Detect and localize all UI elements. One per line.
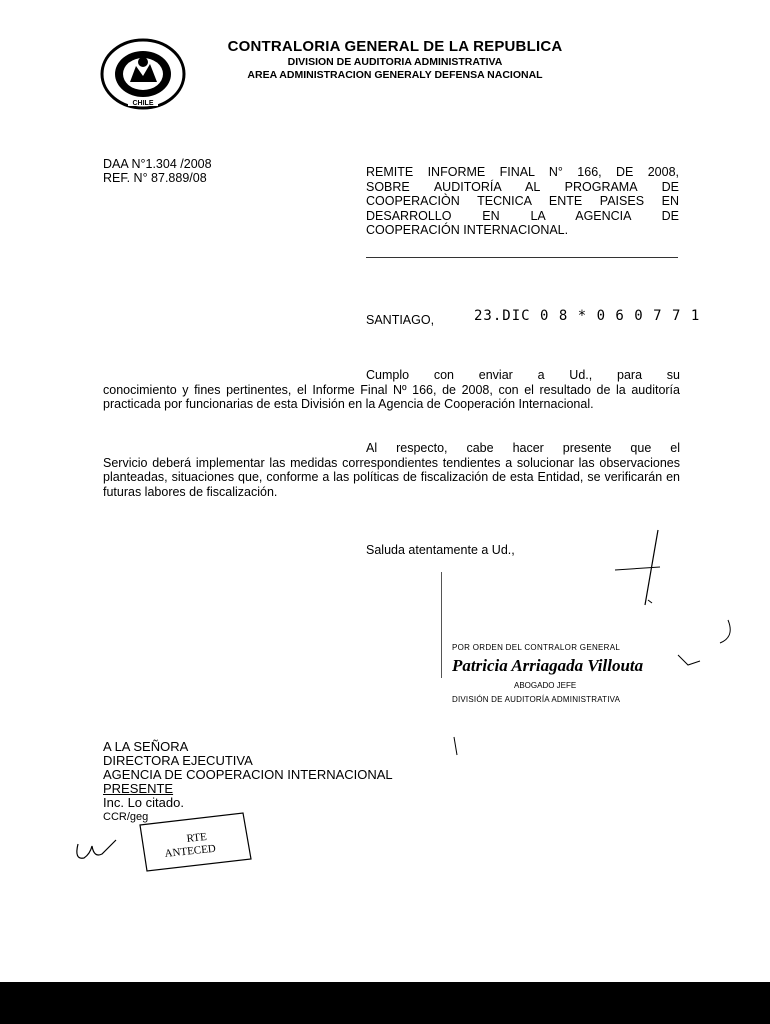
subject-line: COOPERACIÓN INTERNACIONAL. xyxy=(366,223,569,237)
daa-number: DAA N°1.304 /2008 xyxy=(103,157,212,171)
institution-title: CONTRALORIA GENERAL DE LA REPUBLICA xyxy=(227,38,563,55)
subject-block xyxy=(366,165,679,238)
signer-name: Patricia Arriagada Villouta xyxy=(452,656,644,675)
subject-line: REMITE INFORME FINAL N° 166, DE 2008, xyxy=(366,165,679,179)
handwritten-signature-icon xyxy=(600,525,740,675)
recipient-line: DIRECTORA EJECUTIVA xyxy=(103,753,253,768)
signature-stroke xyxy=(441,572,442,678)
ref-number: REF. N° 87.889/08 xyxy=(103,171,207,185)
paragraph-first-line: Al respecto, cabe hacer presente que el xyxy=(366,441,680,455)
place: SANTIAGO, xyxy=(366,313,435,327)
signature-order: POR ORDEN DEL CONTRALOR GENERAL xyxy=(452,643,621,652)
initials: CCR/geg xyxy=(103,811,149,823)
signer-title: ABOGADO JEFE xyxy=(514,681,577,690)
stamp-line-1: RTE xyxy=(186,830,208,845)
area-title: AREA ADMINISTRACION GENERALY DEFENSA NACIONAL xyxy=(247,69,543,81)
seal-bottom-text: CHILE xyxy=(132,100,154,107)
body-paragraph-2 xyxy=(103,441,680,499)
paragraph-first-line: Cumplo con enviar a Ud., para su xyxy=(366,368,680,382)
pen-mark-icon xyxy=(452,735,462,760)
subject-line: SOBRE AUDITORÍA AL PROGRAMA DE xyxy=(366,179,679,194)
recipient-line: PRESENTE xyxy=(103,781,174,796)
date-stamp: 23.DIC 0 8 * 0 6 0 7 7 1 xyxy=(474,308,701,324)
division-title: DIVISION DE AUDITORIA ADMINISTRATIVA xyxy=(287,56,503,68)
signer-division: DIVISIÓN DE AUDITORÍA ADMINISTRATIVA xyxy=(452,695,621,704)
recipient-line: AGENCIA DE COOPERACION INTERNACIONAL xyxy=(103,767,393,782)
scan-border xyxy=(0,982,770,1024)
body-paragraph-1 xyxy=(103,368,680,412)
institution-seal xyxy=(100,38,186,110)
paragraph-text: Servicio deberá implementar las medidas correspondientes tendientes a solucionar las observaciones planteadas, situaciones que, conforme a las políticas de fiscalización de esta Entidad, se verificarán en futuras labores de fiscalización. xyxy=(103,455,680,499)
subject-line: COOPERACIÒN TECNICA ENTE PAISES EN xyxy=(366,194,679,208)
subject-divider xyxy=(366,257,678,258)
recipient-line: A LA SEÑORA xyxy=(103,739,189,754)
closing-greeting: Saluda atentamente a Ud., xyxy=(366,543,515,557)
paragraph-text: conocimiento y fines pertinentes, el Informe Final Nº 166, de 2008, con el resultado de la auditoría practicada por funcionarias de esta División en la Agencia de Cooperación Internacional. xyxy=(103,382,680,411)
rte-anteced-stamp xyxy=(135,811,255,875)
handwritten-initials-icon xyxy=(72,836,122,866)
subject-line: DESARROLLO EN LA AGENCIA DE xyxy=(366,208,679,223)
stamp-line-2: ANTECED xyxy=(164,842,217,860)
enclosure-note: Inc. Lo citado. xyxy=(103,795,184,810)
